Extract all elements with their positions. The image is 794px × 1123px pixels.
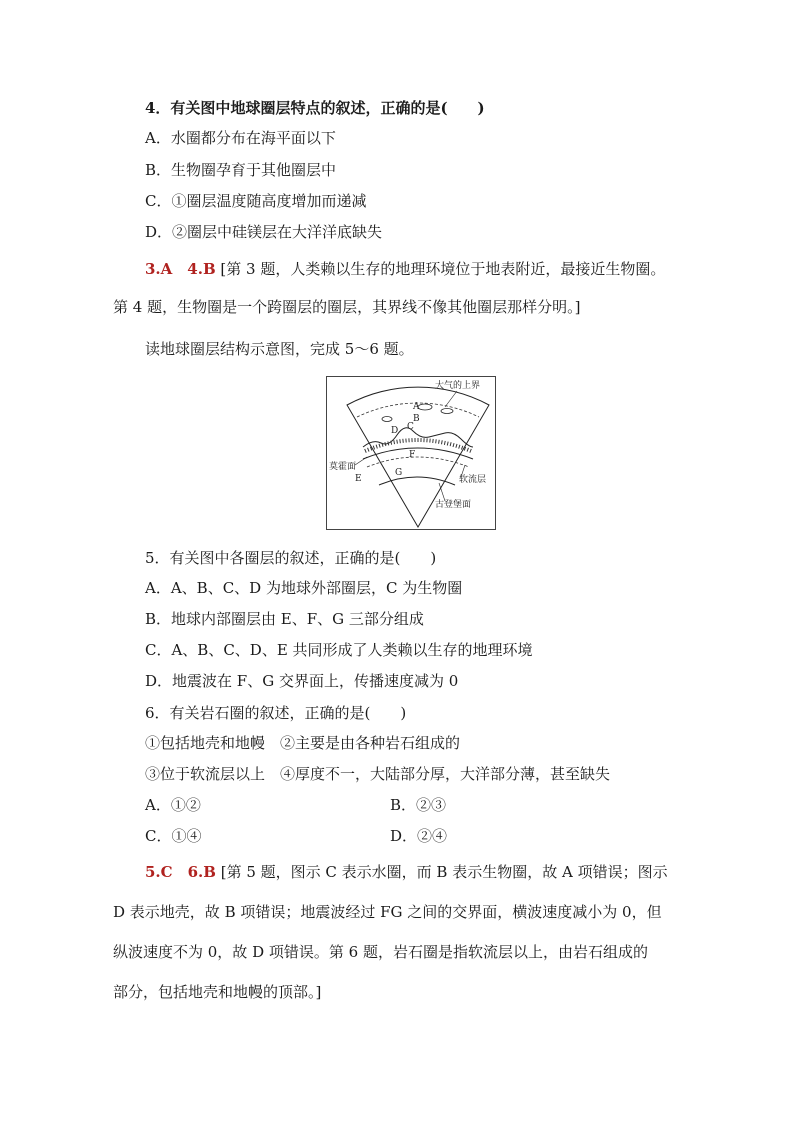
label-b: B bbox=[413, 414, 420, 424]
q5-option-d: D．地震波在 F、G 交界面上，传播速度减为 0 bbox=[145, 672, 459, 690]
label-gutenberg: 古登堡面 bbox=[435, 500, 472, 510]
q4-option-b: B．生物圈孕育于其他圈层中 bbox=[145, 161, 337, 179]
label-f: F bbox=[409, 450, 416, 460]
q6-option-c: C．①④ bbox=[145, 827, 202, 845]
q6-option-d: D．②④ bbox=[390, 827, 448, 845]
answer-5-6-line4: 部分，包括地壳和地幔的顶部。] bbox=[113, 983, 322, 1001]
q5-option-b: B．地球内部圈层由 E、F、G 三部分组成 bbox=[145, 610, 424, 628]
q6-stem: 6．有关岩石圈的叙述，正确的是( ) bbox=[145, 704, 407, 722]
q6-items-1: ①包括地壳和地幔 ②主要是由各种岩石组成的 bbox=[145, 734, 461, 752]
label-g: G bbox=[395, 468, 403, 478]
q6-option-a: A．①② bbox=[145, 796, 201, 814]
answer-key: 3.A 4.B bbox=[145, 260, 216, 278]
cloud-shape bbox=[441, 409, 453, 414]
answer-5-6-line1 bbox=[145, 862, 668, 882]
label-d: D bbox=[391, 426, 399, 436]
q5-stem: 5．有关图中各圈层的叙述，正确的是( ) bbox=[145, 549, 437, 567]
cloud-shape bbox=[418, 404, 432, 410]
answer-3-4-line2: 第 4 题，生物圈是一个跨圈层的圈层，其界线不像其他圈层那样分明。] bbox=[113, 298, 581, 316]
answer-text: [第 5 题，图示 C 表示水圈，而 B 表示生物圈，故 A 项错误；图示 bbox=[220, 863, 668, 881]
label-moho: 莫霍面 bbox=[329, 462, 357, 472]
q5-option-a: A．A、B、C、D 为地球外部圈层，C 为生物圈 bbox=[145, 579, 463, 597]
answer-text: [第 3 题，人类赖以生存的地理环境位于地表附近，最接近生物圈。 bbox=[220, 260, 666, 278]
q5-option-c: C．A、B、C、D、E 共同形成了人类赖以生存的地理环境 bbox=[145, 641, 533, 659]
q4-option-d: D．②圈层中硅镁层在大洋洋底缺失 bbox=[145, 223, 383, 241]
label-a: A bbox=[413, 402, 420, 412]
q4-option-a: A．水圈都分布在海平面以下 bbox=[145, 129, 336, 147]
label-asthenosphere: 软流层 bbox=[459, 475, 487, 485]
answer-key: 5.C 6.B bbox=[145, 863, 216, 881]
answer-5-6-line2: D 表示地壳，故 B 项错误；地震波经过 FG 之间的交界面，横波速度减小为 0，但 bbox=[113, 903, 662, 921]
q4-option-c: C．①圈层温度随高度增加而递减 bbox=[145, 192, 367, 210]
q6-option-b: B．②③ bbox=[390, 796, 447, 814]
answer-5-6-line3: 纵波速度不为 0，故 D 项错误。第 6 题，岩石圈是指软流层以上，由岩石组成的 bbox=[113, 943, 648, 961]
earth-layers-diagram bbox=[326, 376, 496, 530]
q6-items-2: ③位于软流层以上 ④厚度不一，大陆部分厚，大洋部分薄，甚至缺失 bbox=[145, 765, 611, 783]
answer-3-4-line1 bbox=[145, 259, 665, 279]
q4-stem: 4．有关图中地球圈层特点的叙述，正确的是( ) bbox=[145, 99, 485, 117]
label-c: C bbox=[407, 422, 414, 432]
intro-text: 读地球圈层结构示意图，完成 5～6 题。 bbox=[145, 340, 414, 358]
label-atmosphere-top: 大气的上界 bbox=[435, 381, 481, 391]
label-e: E bbox=[355, 474, 362, 484]
cloud-shape bbox=[382, 417, 392, 422]
crust-dots bbox=[365, 440, 471, 451]
